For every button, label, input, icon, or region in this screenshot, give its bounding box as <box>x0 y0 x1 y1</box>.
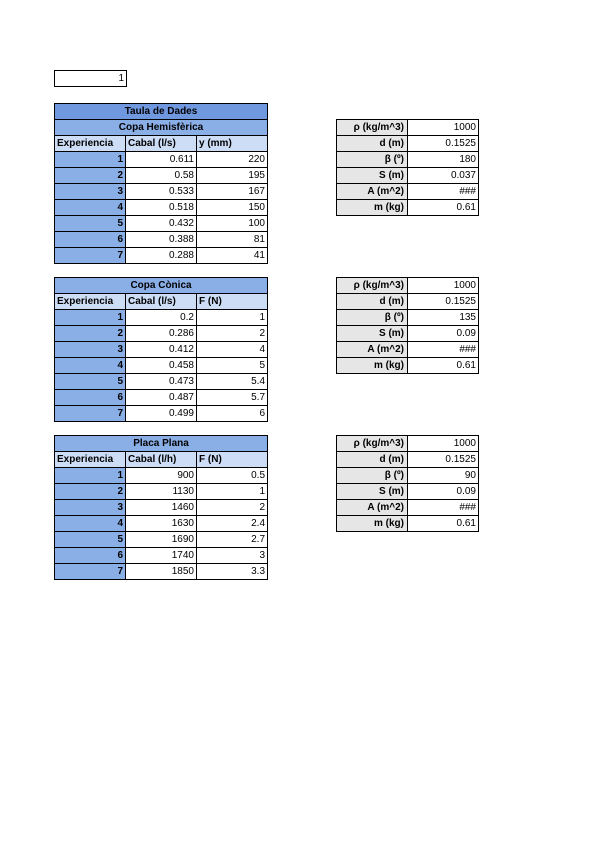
param-label: ρ (kg/m^3) <box>337 436 408 452</box>
cell[interactable]: 0.286 <box>126 326 197 342</box>
param-label: ρ (kg/m^3) <box>337 278 408 294</box>
param-value[interactable]: 0.09 <box>408 484 479 500</box>
row-index: 4 <box>55 200 126 216</box>
table-row <box>55 564 268 580</box>
column-header: Cabal (l/s) <box>126 136 197 152</box>
row-index: 5 <box>55 532 126 548</box>
cell[interactable]: 5 <box>197 358 268 374</box>
param-value[interactable]: 0.61 <box>408 200 479 216</box>
table-row <box>55 152 268 168</box>
cell[interactable]: 0.458 <box>126 358 197 374</box>
param-label: m (kg) <box>337 516 408 532</box>
table-row <box>55 184 268 200</box>
cell[interactable]: 2 <box>197 326 268 342</box>
row-index: 2 <box>55 168 126 184</box>
cell[interactable]: 4 <box>197 342 268 358</box>
param-value[interactable]: 1000 <box>408 436 479 452</box>
table-row <box>55 216 268 232</box>
data-table-flat-plate <box>54 435 268 580</box>
param-row <box>337 294 479 310</box>
cell[interactable]: 3 <box>197 548 268 564</box>
param-row <box>337 136 479 152</box>
param-label: A (m^2) <box>337 342 408 358</box>
params-table-flat-plate <box>336 435 479 532</box>
row-index: 7 <box>55 564 126 580</box>
table-row <box>55 468 268 484</box>
row-index: 1 <box>55 310 126 326</box>
param-label: S (m) <box>337 484 408 500</box>
param-label: m (kg) <box>337 200 408 216</box>
column-header: Cabal (l/h) <box>126 452 197 468</box>
param-value[interactable]: 0.037 <box>408 168 479 184</box>
row-index: 7 <box>55 406 126 422</box>
cell[interactable]: 2 <box>197 500 268 516</box>
cell[interactable]: 0.412 <box>126 342 197 358</box>
param-row <box>337 120 479 136</box>
table-row <box>55 374 268 390</box>
cell[interactable]: 1630 <box>126 516 197 532</box>
cell[interactable]: 0.499 <box>126 406 197 422</box>
param-value[interactable]: ### <box>408 184 479 200</box>
params-table-hemispheric <box>336 119 479 216</box>
column-header: Experiencia <box>55 136 126 152</box>
param-value[interactable]: 135 <box>408 310 479 326</box>
param-row <box>337 200 479 216</box>
row-index: 3 <box>55 500 126 516</box>
cell[interactable]: 81 <box>197 232 268 248</box>
param-row <box>337 168 479 184</box>
param-row <box>337 516 479 532</box>
param-label: A (m^2) <box>337 184 408 200</box>
page-index-box <box>54 70 127 87</box>
table-row <box>55 310 268 326</box>
table-row <box>55 168 268 184</box>
cell[interactable]: 195 <box>197 168 268 184</box>
param-value[interactable]: ### <box>408 342 479 358</box>
cell[interactable]: 2.7 <box>197 532 268 548</box>
row-index: 3 <box>55 184 126 200</box>
param-row <box>337 326 479 342</box>
row-index: 6 <box>55 232 126 248</box>
param-value[interactable]: 0.61 <box>408 358 479 374</box>
cell[interactable]: 0.388 <box>126 232 197 248</box>
table-row <box>55 548 268 564</box>
cell[interactable]: 1460 <box>126 500 197 516</box>
cell[interactable]: 100 <box>197 216 268 232</box>
table-row <box>55 232 268 248</box>
row-index: 2 <box>55 326 126 342</box>
cell[interactable]: 6 <box>197 406 268 422</box>
param-label: d (m) <box>337 452 408 468</box>
param-value[interactable]: 90 <box>408 468 479 484</box>
column-header: F (N) <box>197 294 268 310</box>
param-label: β (º) <box>337 468 408 484</box>
param-label: β (º) <box>337 310 408 326</box>
param-row <box>337 358 479 374</box>
table-row <box>55 248 268 264</box>
cell[interactable]: 0.288 <box>126 248 197 264</box>
param-label: d (m) <box>337 136 408 152</box>
param-value[interactable]: ### <box>408 500 479 516</box>
param-value[interactable]: 0.61 <box>408 516 479 532</box>
param-row <box>337 468 479 484</box>
cell[interactable]: 0.2 <box>126 310 197 326</box>
param-value[interactable]: 0.1525 <box>408 294 479 310</box>
row-index: 4 <box>55 358 126 374</box>
param-value[interactable]: 1000 <box>408 120 479 136</box>
row-index: 4 <box>55 516 126 532</box>
param-value[interactable]: 0.09 <box>408 326 479 342</box>
row-index: 7 <box>55 248 126 264</box>
cell[interactable]: 0.518 <box>126 200 197 216</box>
param-row <box>337 310 479 326</box>
cell[interactable]: 0.5 <box>197 468 268 484</box>
row-index: 2 <box>55 484 126 500</box>
param-label: S (m) <box>337 168 408 184</box>
row-index: 1 <box>55 468 126 484</box>
cell[interactable]: 1850 <box>126 564 197 580</box>
table-row <box>55 532 268 548</box>
cell[interactable]: 0.58 <box>126 168 197 184</box>
table-row <box>55 516 268 532</box>
table-main-title: Taula de Dades <box>55 104 268 120</box>
table-row <box>55 326 268 342</box>
column-header: Experiencia <box>55 452 126 468</box>
table-section-title: Copa Cònica <box>55 278 268 294</box>
param-row <box>337 500 479 516</box>
cell[interactable]: 150 <box>197 200 268 216</box>
row-index: 3 <box>55 342 126 358</box>
column-header: Cabal (l/s) <box>126 294 197 310</box>
params-table-conical <box>336 277 479 374</box>
param-value[interactable]: 0.1525 <box>408 136 479 152</box>
table-section-title: Copa Hemisfèrica <box>55 120 268 136</box>
table-section-title: Placa Plana <box>55 436 268 452</box>
cell[interactable]: 0.611 <box>126 152 197 168</box>
cell[interactable]: 5.4 <box>197 374 268 390</box>
cell[interactable]: 1 <box>197 310 268 326</box>
data-table-conical <box>54 277 268 422</box>
param-row <box>337 152 479 168</box>
param-label: m (kg) <box>337 358 408 374</box>
cell[interactable]: 41 <box>197 248 268 264</box>
page-index-value[interactable]: 1 <box>55 71 127 87</box>
table-row <box>55 500 268 516</box>
table-row <box>55 390 268 406</box>
cell[interactable]: 5.7 <box>197 390 268 406</box>
param-label: A (m^2) <box>337 500 408 516</box>
table-row <box>55 484 268 500</box>
cell[interactable]: 0.487 <box>126 390 197 406</box>
column-header: F (N) <box>197 452 268 468</box>
cell[interactable]: 0.432 <box>126 216 197 232</box>
row-index: 6 <box>55 548 126 564</box>
column-header: Experiencia <box>55 294 126 310</box>
param-row <box>337 436 479 452</box>
param-label: β (º) <box>337 152 408 168</box>
cell[interactable]: 2.4 <box>197 516 268 532</box>
cell[interactable]: 1 <box>197 484 268 500</box>
cell[interactable]: 1130 <box>126 484 197 500</box>
table-row <box>55 200 268 216</box>
param-label: d (m) <box>337 294 408 310</box>
column-header: y (mm) <box>197 136 268 152</box>
param-label: ρ (kg/m^3) <box>337 120 408 136</box>
cell[interactable]: 167 <box>197 184 268 200</box>
table-row <box>55 406 268 422</box>
cell[interactable]: 1740 <box>126 548 197 564</box>
table-row <box>55 358 268 374</box>
row-index: 5 <box>55 216 126 232</box>
cell[interactable]: 0.533 <box>126 184 197 200</box>
param-value[interactable]: 180 <box>408 152 479 168</box>
cell[interactable]: 3.3 <box>197 564 268 580</box>
param-row <box>337 342 479 358</box>
row-index: 1 <box>55 152 126 168</box>
data-table-hemispheric <box>54 103 268 264</box>
table-row <box>55 342 268 358</box>
param-row <box>337 184 479 200</box>
param-value[interactable]: 0.1525 <box>408 452 479 468</box>
param-row <box>337 278 479 294</box>
row-index: 6 <box>55 390 126 406</box>
row-index: 5 <box>55 374 126 390</box>
cell[interactable]: 0.473 <box>126 374 197 390</box>
param-row <box>337 452 479 468</box>
cell[interactable]: 1690 <box>126 532 197 548</box>
cell[interactable]: 900 <box>126 468 197 484</box>
cell[interactable]: 220 <box>197 152 268 168</box>
param-value[interactable]: 1000 <box>408 278 479 294</box>
param-row <box>337 484 479 500</box>
param-label: S (m) <box>337 326 408 342</box>
